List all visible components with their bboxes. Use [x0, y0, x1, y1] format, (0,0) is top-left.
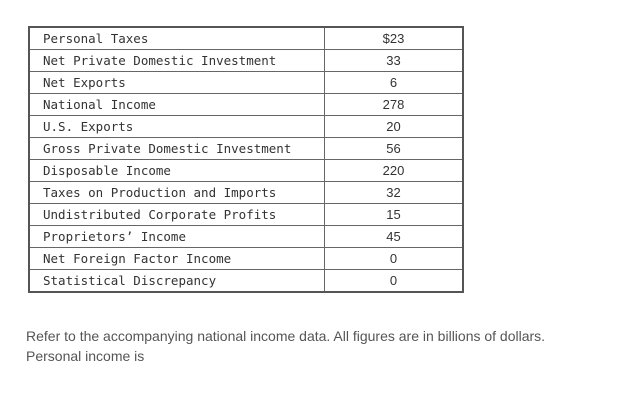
row-value: 220 [325, 160, 464, 182]
row-value: 6 [325, 72, 464, 94]
row-value: 15 [325, 204, 464, 226]
table-row [29, 204, 463, 226]
row-value: 0 [325, 270, 464, 293]
question-line-1: Refer to the accompanying national income data. All figures are in billions of dollars. [26, 328, 546, 344]
row-label: Undistributed Corporate Profits [29, 204, 325, 226]
table-row [29, 138, 463, 160]
table-row [29, 160, 463, 182]
row-label: Taxes on Production and Imports [29, 182, 325, 204]
table-row [29, 248, 463, 270]
row-label: Net Exports [29, 72, 325, 94]
question-text [26, 326, 636, 366]
table-row [29, 182, 463, 204]
row-value: 278 [325, 94, 464, 116]
row-label: Statistical Discrepancy [29, 270, 325, 293]
national-income-table [28, 26, 464, 293]
table-row [29, 72, 463, 94]
row-label: Proprietors’ Income [29, 226, 325, 248]
table-row [29, 116, 463, 138]
table-body [29, 27, 463, 292]
row-value: 20 [325, 116, 464, 138]
row-label: Gross Private Domestic Investment [29, 138, 325, 160]
table-row [29, 27, 463, 50]
row-value: 56 [325, 138, 464, 160]
row-label: U.S. Exports [29, 116, 325, 138]
row-label: Net Private Domestic Investment [29, 50, 325, 72]
table-row [29, 50, 463, 72]
row-value: 32 [325, 182, 464, 204]
question-line-2: Personal income is [26, 348, 145, 364]
table-row [29, 226, 463, 248]
row-value: $23 [325, 27, 464, 50]
table-row [29, 270, 463, 293]
row-label: Personal Taxes [29, 27, 325, 50]
row-label: Disposable Income [29, 160, 325, 182]
row-value: 0 [325, 248, 464, 270]
table-row [29, 94, 463, 116]
row-label: Net Foreign Factor Income [29, 248, 325, 270]
row-value: 33 [325, 50, 464, 72]
row-label: National Income [29, 94, 325, 116]
row-value: 45 [325, 226, 464, 248]
